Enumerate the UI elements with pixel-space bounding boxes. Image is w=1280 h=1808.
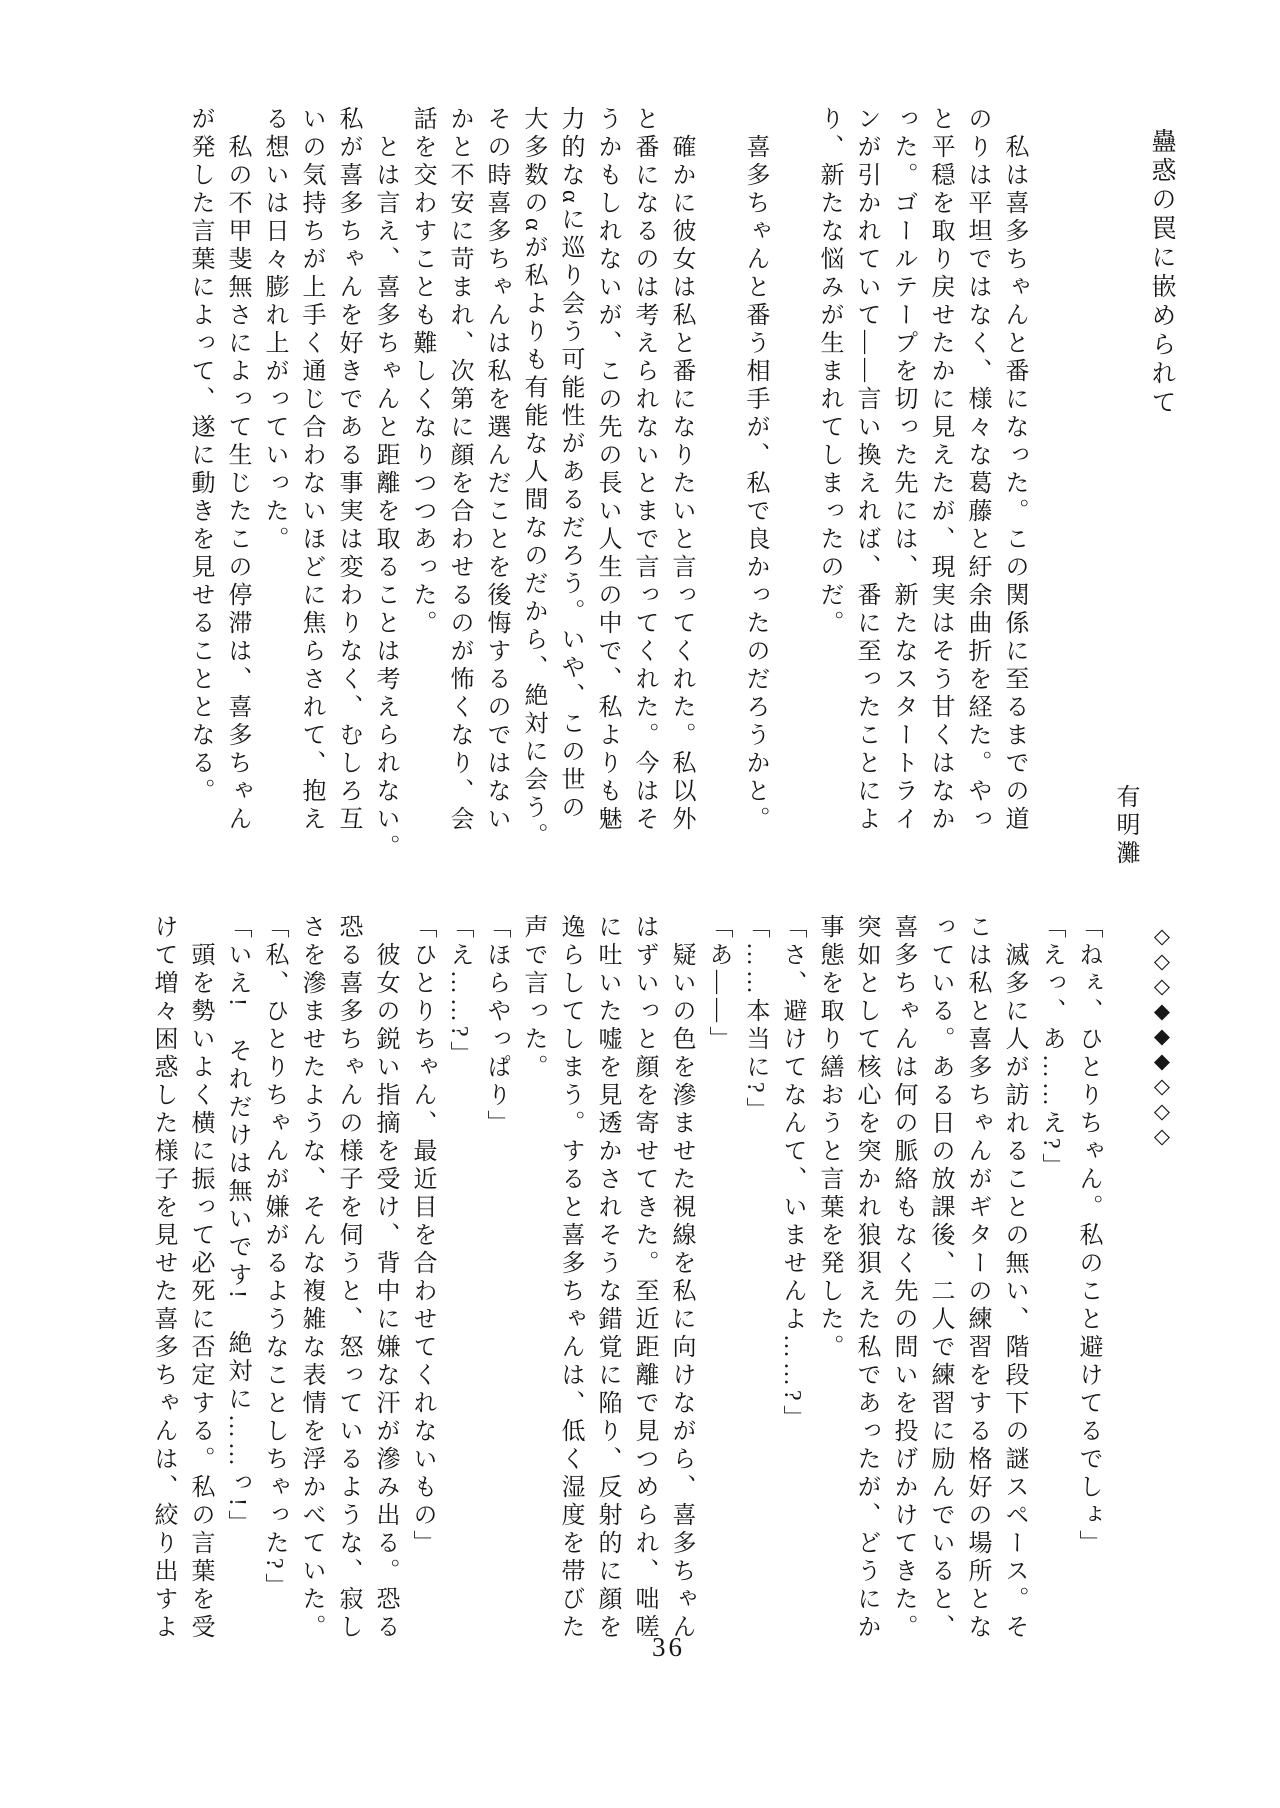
body-line: はずいっと顔を寄せてきた。至近距離で見つめられ、咄嗟 [631,914,657,1642]
page-title: 蠱惑の罠に嵌められて [1148,128,1175,418]
top-text-section [181,106,1180,868]
dialogue-line: 「さ、避けてなんて、いませんよ……?」 [779,914,805,1433]
blank-column [1106,914,1143,1668]
body-line: り、新たな悩みが生まれてしまったのだ。 [816,106,842,638]
body-line: 力的なαに巡り会う可能性があるだろう。いや、この世の [557,106,583,823]
body-line: に吐いた嘘を見透かされそうな錯覚に陥り、反射的に顔を [594,914,620,1642]
section-separator: ◇◇◇◆◆◆◇◇◇ [1150,924,1174,1149]
body-line: かと不安に苛まれ、次第に顔を合わせるのが怖くなり、会 [446,106,472,834]
paragraph-start-line: 私の不甲斐無さによって生じたこの停滞は、喜多ちゃん [224,134,250,834]
body-line: のりは平坦ではなく、様々な葛藤と紆余曲折を経た。やっ [964,106,990,834]
body-line: その時喜多ちゃんは私を選んだことを後悔するのではない [483,106,509,834]
body-line: こは私と喜多ちゃんがギターの練習をする格好の場所とな [964,914,990,1642]
paragraph-start-line: とは言え、喜多ちゃんと距離を取ることは考えられない。 [372,134,398,862]
dialogue-line: 「いえ! それだけは無いです! 絶対に……っ!」 [224,914,250,1538]
body-line: うかもしれないが、この先の長い人生の中で、私よりも魅 [594,106,620,834]
body-line: 私が喜多ちゃんを好きである事実は変わりなく、むしろ互 [335,106,361,834]
dialogue-line: 「ほらやっぱり」 [483,914,509,1138]
body-line: 大多数のαが私よりも有能な人間なのだから、絶対に会う。 [520,106,546,851]
paragraph-start-line: 彼女の鋭い指摘を受け、背中に嫌な汗が滲み出る。恐る [372,942,398,1642]
body-line: 突如として核心を突かれ狼狽えた私であったが、どうにか [853,914,879,1642]
dialogue-line: 「え……?」 [446,914,472,1069]
body-line: 声で言った。 [520,914,546,1082]
body-line: る想いは日々膨れ上がっていった。 [261,106,287,554]
blank-column [699,106,736,868]
dialogue-line: 「ねぇ、ひとりちゃん。私のこと避けてるでしょ」 [1075,914,1101,1558]
body-line: が発した言葉によって、遂に動きを見せることとなる。 [187,106,213,806]
body-line: さを滲ませたような、そんな複雑な表情を浮かべていた。 [298,914,324,1642]
spacer-column [1032,106,1069,868]
dialogue-line: 「えっ、あ……え?」 [1038,914,1064,1181]
dialogue-line: 「あ――」 [705,914,731,1054]
dialogue-line: 「……本当に?」 [742,914,768,1125]
paragraph-start-line: 確かに彼女は私と番になりたいと言ってくれた。私以外 [668,134,694,834]
body-line: 事態を取り繕おうと言葉を発した。 [816,914,842,1362]
bottom-text-section [144,914,1180,1668]
paragraph-start-line: 滅多に人が訪れることの無い、階段下の謎スペース。そ [1001,942,1027,1642]
dialogue-line: 「私、ひとりちゃんが嫌がるようなことしちゃった?」 [261,914,287,1601]
blank-column [773,106,810,868]
body-line: いの気持ちが上手く通じ合わないほどに焦らされて、抱え [298,106,324,834]
body-line: った。ゴールテープを切った先には、新たなスタートライ [890,106,916,834]
page-number: 36 [652,1632,685,1662]
body-line: と平穏を取り戻せたかに見えたが、現実はそう甘くはなか [927,106,953,834]
paragraph-start-line: 喜多ちゃんと番う相手が、私で良かったのだろうかと。 [742,134,768,834]
body-line: 逸らしてしまう。すると喜多ちゃんは、低く湿度を帯びた [557,914,583,1642]
dialogue-line: 「ひとりちゃん、最近目を合わせてくれないもの」 [409,914,435,1558]
body-line: ンが引かれていて――言い換えれば、番に至ったことによ [853,106,879,834]
body-line: っている。ある日の放課後、二人で練習に励んでいると、 [927,914,953,1642]
body-line: 喜多ちゃんは何の脈絡もなく先の問いを投げかけてきた。 [890,914,916,1642]
body-line: 話を交わすことも難しくなりつつあった。 [409,106,435,638]
paragraph-start-line: 私は喜多ちゃんと番になった。この関係に至るまでの道 [1001,134,1027,834]
paragraph-start-line: 疑いの色を滲ませた視線を私に向けながら、喜多ちゃん [668,942,694,1642]
body-line: 恐る喜多ちゃんの様子を伺うと、怒っているような、寂し [335,914,361,1642]
body-line: と番になるのは考えられないとまで言ってくれた。今はそ [631,106,657,834]
body-line: けて増々困惑した様子を見せた喜多ちゃんは、絞り出すよ [150,914,176,1642]
paragraph-start-line: 頭を勢いよく横に振って必死に否定する。私の言葉を受 [187,942,213,1642]
spacer-column [1069,106,1106,868]
author-name: 有明灘 [1112,784,1138,868]
